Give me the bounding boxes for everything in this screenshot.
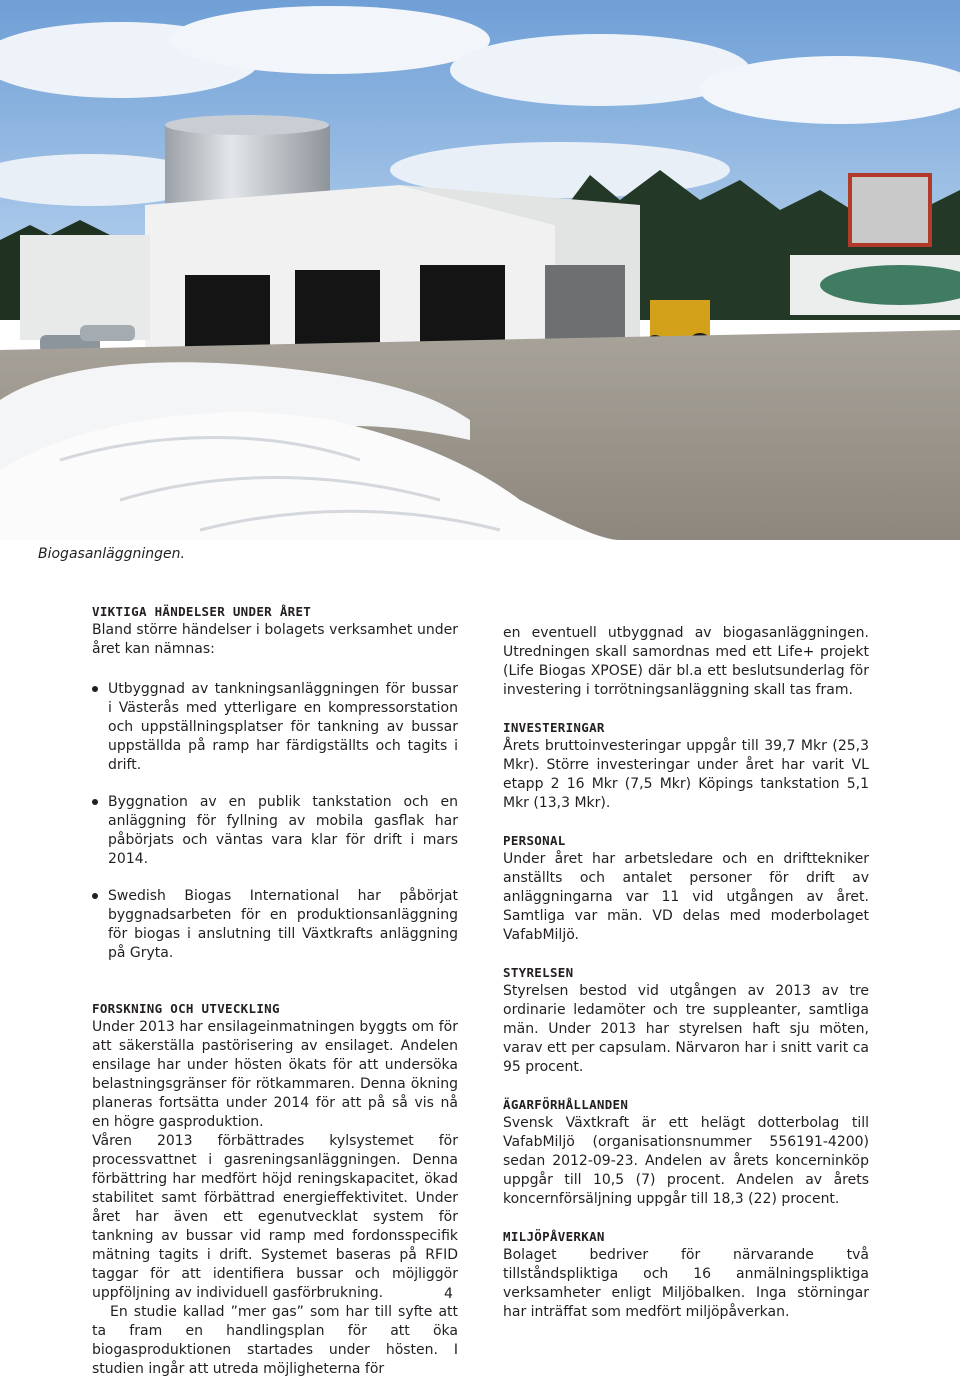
section-heading-research: FORSKNING OCH UTVECKLING (92, 1001, 280, 1016)
photo-caption: Biogasanläggningen. (38, 546, 185, 562)
section-heading-events: VIKTIGA HÄNDELSER UNDER ÅRET (92, 604, 312, 619)
section-heading-investments: INVESTERINGAR (503, 720, 605, 735)
events-list (92, 680, 458, 963)
research-paragraph-2: Våren 2013 förbättrades kylsystemet för processvattnet i gasreningsanläggningen. Denna förbättring har medfört höjd reningskapacitet, ökad stabilitet samt förbättrad energieffektivitet. Under året har även ett egenutvecklat system för tankning av bussar vid ramp med fordonsspecifik mätning tagits i drift. Systemet baseras på RFID taggar för att identifiera bussar och möjliggör uppföljning av individuell gasförbrukning. (92, 1133, 458, 1301)
bullet-icon (92, 686, 98, 692)
list-item: Swedish Biogas International har påbörjat byggnadsarbeten för en produktionsanläggning för biogas i anslutning till Växtkrafts anläggning på Gryta. (92, 887, 458, 963)
biogas-plant-photo (0, 0, 960, 540)
section-heading-environment: MILJÖPÅVERKAN (503, 1229, 605, 1244)
events-intro: Bland större händelser i bolagets verksamhet under året kan nämnas: (92, 622, 458, 657)
bullet-icon (92, 893, 98, 899)
left-column (92, 602, 458, 1379)
research-paragraph-3: En studie kallad ”mer gas” som har till syfte att ta fram en handlingsplan för att öka biogasproduktionen startades under hösten. I studien ingår att utreda möjligheterna för (92, 1304, 458, 1377)
section-heading-board: STYRELSEN (503, 965, 574, 980)
continued-paragraph: en eventuell utbyggnad av biogasanläggningen. Utredningen skall samordnas med ett Life+ projekt (Life Biogas XPOSE) där bl.a ett beslutsunderlag för investering i torrötningsanläggning skall tas fram. (503, 625, 869, 698)
page-number: 4 (444, 1286, 453, 1302)
list-item: Byggnation av en publik tankstation och en anläggning för fyllning av mobila gasflak har påbörjats och väntas vara klar för drift i mars 2014. (92, 793, 458, 869)
personnel-paragraph: Under året har arbetsledare och en drifttekniker anställts och antalet personer för drift av anläggningarna var 11 vid utgången av året. Samtliga var män. VD delas med moderbolaget VafabMiljö. (503, 851, 869, 943)
research-paragraph-1: Under 2013 har ensilageinmatningen byggts om för att säkerställa pastörisering av ensilaget. Andelen ensilage har under hösten ökats för att undersöka belastningsgränser för rötkammaren. Denna ökning planeras fortsätta under 2014 för att på så vis nå en högre gasproduktion. (92, 1019, 458, 1130)
investments-paragraph: Årets bruttoinvesteringar uppgår till 39,7 Mkr (25,3 Mkr). Större investeringar under året har varit VL etapp 2 16 Mkr (7,5 Mkr) Köpings tankstation 5,1 Mkr (13,3 Mkr). (503, 738, 869, 811)
ownership-paragraph: Svensk Växtkraft är ett helägt dotterbolag till VafabMiljö (organisationsnummer 556191-4200) sedan 2012-09-23. Andelen av årets koncerninköp uppgår till 10,5 (7) procent. Andelen av årets koncernförsäljning uppgår till 18,3 (22) procent. (503, 1115, 869, 1207)
right-column (503, 624, 869, 1322)
section-heading-ownership: ÄGARFÖRHÅLLANDEN (503, 1097, 629, 1112)
board-paragraph: Styrelsen bestod vid utgången av 2013 av tre ordinarie ledamöter och tre suppleanter, samtliga män. Under 2013 har styrelsen haft sju möten, varav ett per capsulam. Närvaron har i snitt varit ca 95 procent. (503, 983, 869, 1075)
section-heading-personnel: PERSONAL (503, 833, 566, 848)
list-item: Utbyggnad av tankningsanläggningen för bussar i Västerås med ytterligare en kompressorstation och uppställningsplatser för tankning av bussar uppställda på ramp har färdigställts och tagits i drift. (92, 680, 458, 775)
bullet-icon (92, 799, 98, 805)
environment-paragraph: Bolaget bedriver för närvarande två tillståndspliktiga och 16 anmälningspliktiga verksamheter enligt Miljöbalken. Inga störningar har inträffat som medfört miljöpåverkan. (503, 1247, 869, 1320)
